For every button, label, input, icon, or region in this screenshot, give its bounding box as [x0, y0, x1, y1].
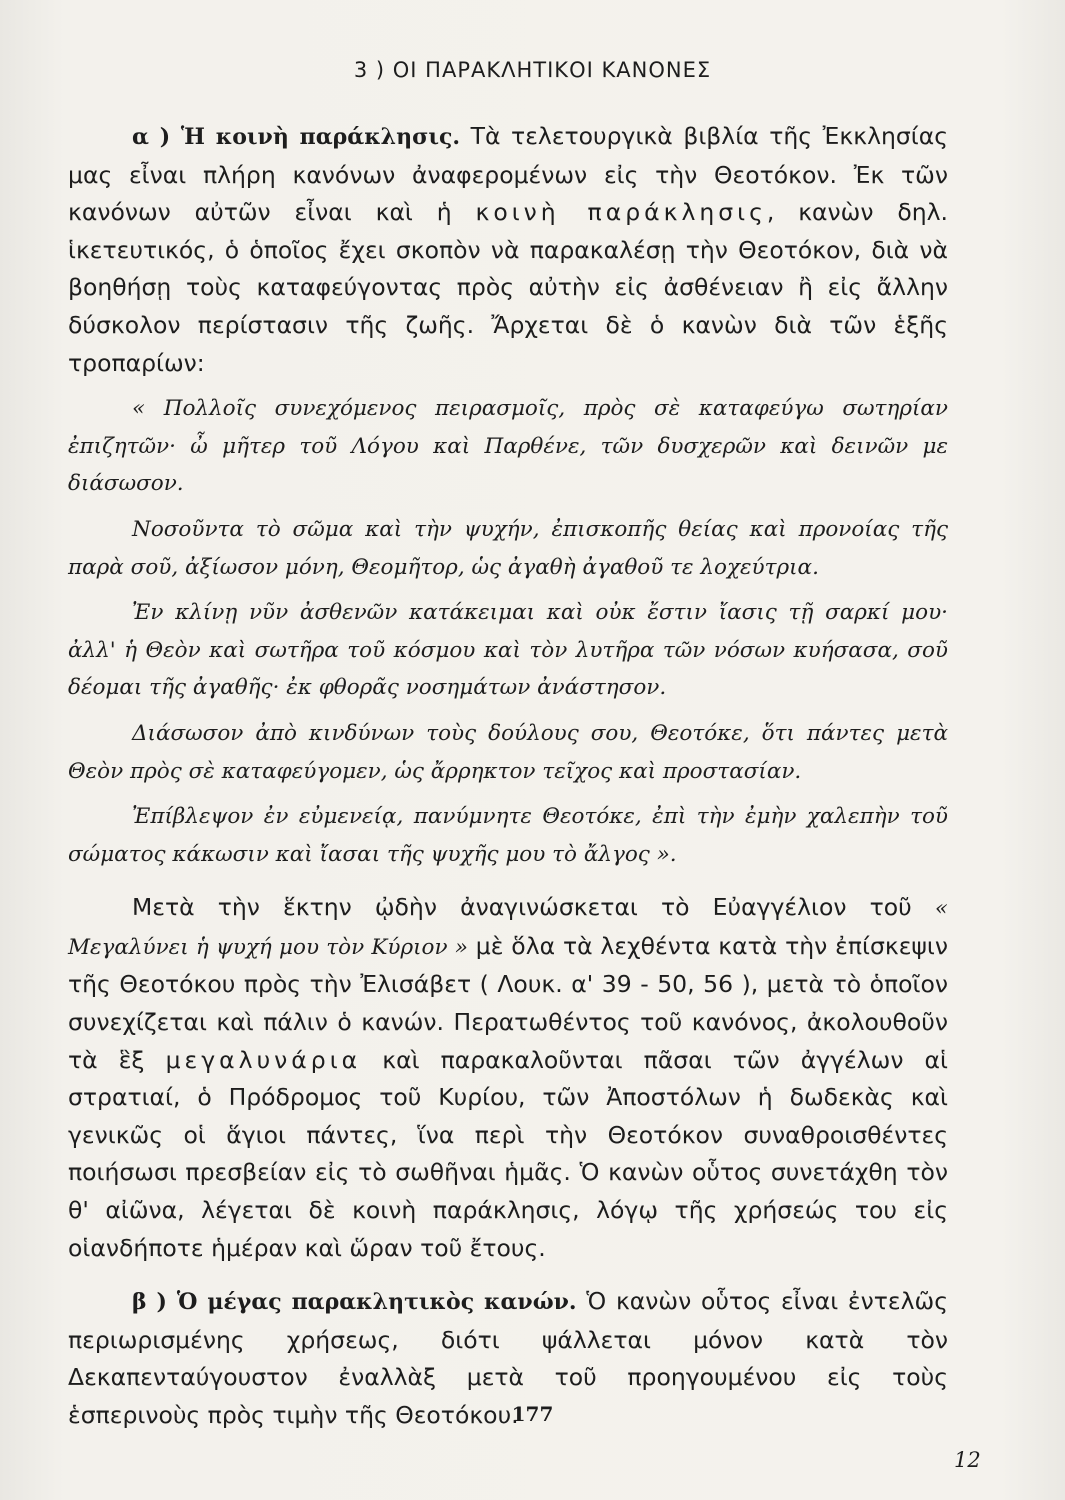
section-a-text-2: , κανὼν δηλ. ἱκετευτικός, ὁ ὁποῖος ἔχει σκοπὸν νὰ παρακαλέσῃ τὴν Θεοτόκον, διὰ νὰ βοηθήσῃ τοὺς καταφεύγοντας πρὸς αὐτὴν εἰς ἀσθένειαν ἢ εἰς ἄλλην δύσκολον περίστασιν τῆς ζωῆς. Ἄρχεται δὲ ὁ κανὼν διὰ τῶν ἑξῆς τροπαρίων: — [68, 198, 948, 377]
chapter-heading: 3 ) ΟΙ ΠΑΡΑΚΛΗΤΙΚΟΙ ΚΑΝΟΝΕΣ — [353, 58, 712, 82]
section-b-text: Ὁ κανὼν οὗτος εἶναι ἐντελῶς περιωρισμένης χρήσεως, διότι ψάλλεται μόνον κατὰ τὸν Δεκαπενταύγουστον ἐναλλὰξ μετὰ τοῦ προηγουμένου εἰς τοὺς ἑσπερινοὺς πρὸς τιμὴν τῆς Θεοτόκου. — [68, 1287, 948, 1429]
body-text — [68, 118, 948, 1435]
section-a-title: α ) Ἡ κοινὴ παράκλησις. — [132, 124, 461, 150]
hymn-verse: « Πολλοῖς συνεχόμενος πειρασμοῖς, πρὸς σὲ καταφεύγω σωτηρίαν ἐπιζητῶν· ὦ μῆτερ τοῦ Λόγου καὶ Παρθένε, τῶν δυσχερῶν καὶ δεινῶν με διάσωσον. — [68, 396, 948, 497]
gospel-quote: « Μεγαλύνει ἡ ψυχή μου τὸν Κύριον » — [68, 896, 948, 960]
section-a-spaced-term: κοινὴ παράκλησις — [475, 198, 767, 227]
page-number: 177 — [511, 1402, 554, 1426]
hymn-verse: Διάσωσον ἀπὸ κινδύνων τοὺς δούλους σου, Θεοτόκε, ὅτι πάντες μετὰ Θεὸν πρὸς σὲ καταφεύγομεν, ὡς ἄρρηκτον τεῖχος καὶ προστασίαν. — [68, 720, 948, 784]
megalynaria-term: μεγαλυνάρια — [165, 1045, 362, 1074]
para-after-text-1: Μετὰ τὴν ἕκτην ᾠδὴν ἀναγινώσκεται τὸ Εὐαγγέλιον τοῦ — [132, 893, 935, 922]
para-after-text-3: καὶ παρακαλοῦνται πᾶσαι τῶν ἀγγέλων αἱ στρατιαί, ὁ Πρόδρομος τοῦ Κυρίου, τῶν Ἀποστόλων ἡ δωδεκὰς καὶ γενικῶς οἱ ἅγιοι πάντες, ἵνα περὶ τὴν Θεοτόκον συναθροισθέντες ποιήσωσι πρεσβείαν εἰς τὸ σωθῆναι ἡμᾶς. Ὁ κανὼν οὗτος συνετάχθη τὸν θ' αἰῶνα, λέγεται δὲ κοινὴ παράκλησις, λόγῳ τῆς χρήσεώς του εἰς οἱανδήποτε ἡμέραν καὶ ὥραν τοῦ ἔτους. — [68, 1045, 948, 1262]
paragraph-gospel — [68, 889, 948, 1267]
section-b-title: β ) Ὁ μέγας παρακλητικὸς κανών. — [132, 1289, 577, 1316]
hymn-verse: Ἐπίβλεψον ἐν εὐμενείᾳ, πανύμνητε Θεοτόκε, ἐπὶ τὴν ἐμὴν χαλεπὴν τοῦ σώματος κάκωσιν καὶ ἴασαι τῆς ψυχῆς μου τὸ ἄλγος ». — [68, 804, 948, 867]
hymn-verse: Ἐν κλίνῃ νῦν ἀσθενῶν κατάκειμαι καὶ οὐκ ἔστιν ἴασις τῇ σαρκί μου· ἀλλ' ἡ Θεὸν καὶ σωτῆρα τοῦ κόσμου καὶ τὸν λυτῆρα τῶν νόσων κυήσασα, σοῦ δέομαι τῆς ἀγαθῆς· ἐκ φθορᾶς νοσημάτων ἀνάστησον. — [68, 600, 948, 701]
hymn-verse: Νοσοῦντα τὸ σῶμα καὶ τὴν ψυχήν, ἐπισκοπῆς θείας καὶ προνοίας τῆς παρὰ σοῦ, ἀξίωσον μόνη, Θεομῆτορ, ὡς ἀγαθὴ ἀγαθοῦ τε λοχεύτρια. — [68, 516, 948, 580]
paragraph-common-paraklesis — [68, 118, 948, 382]
section-a-text-1: Τὰ τελετουργικὰ βιβλία τῆς Ἐκκλησίας μας εἶναι πλήρη κανόνων ἀναφερομένων εἰς τὴν Θεοτόκον. Ἐκ τῶν κανόνων αὐτῶν εἶναι καὶ ἡ — [68, 122, 948, 227]
signature-mark: 12 — [954, 1448, 981, 1472]
para-after-text-2: μὲ ὅλα τὰ λεχθέντα κατὰ τὴν ἐπίσκεψιν τῆς Θεοτόκου πρὸς τὴν Ἐλισάβετ ( Λουκ. α' 39 - 50, 56 ), μετὰ τὸ ὁποῖον συνεχίζεται καὶ πάλιν ὁ κανών. Περατωθέντος τοῦ κανόνος, ἀκολουθοῦν τὰ ἓξ — [68, 931, 948, 1074]
